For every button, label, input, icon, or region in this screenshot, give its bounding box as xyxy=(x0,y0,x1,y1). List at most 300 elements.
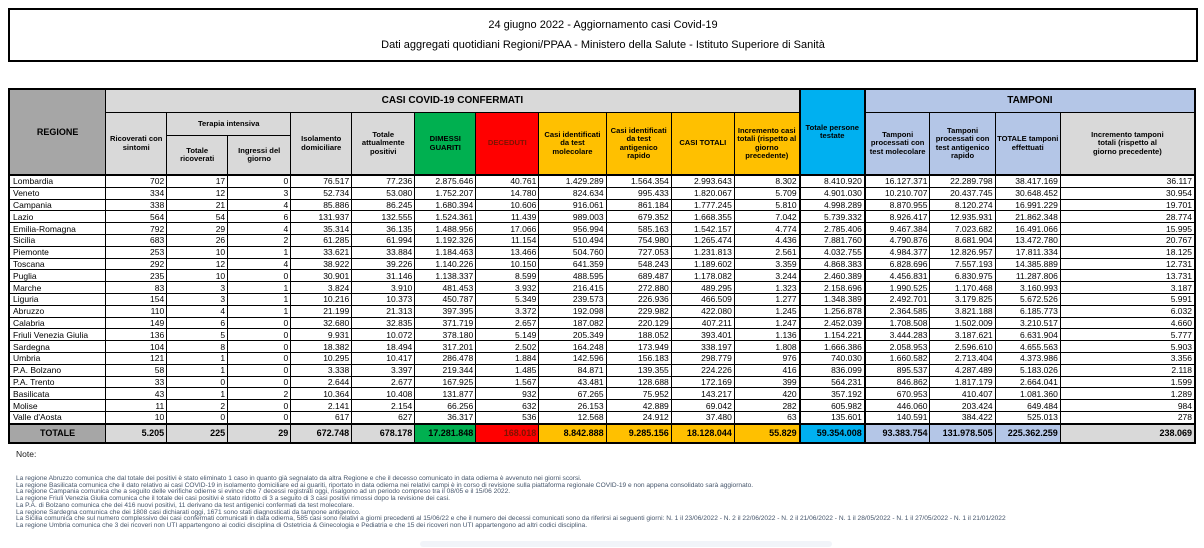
value-cell: 8 xyxy=(167,341,228,353)
value-cell: 28.774 xyxy=(1060,211,1195,223)
value-cell: 1.429.289 xyxy=(539,175,606,187)
value-cell: 8.681.904 xyxy=(930,234,995,246)
value-cell: 43.481 xyxy=(539,376,606,388)
covid-data-table xyxy=(8,88,1196,444)
note-line: La P.A. di Bolzano comunica che dei 416 nuovi positivi, 11 derivano da test antigenici confermati da test molecolare. xyxy=(16,501,355,509)
value-cell: 536 xyxy=(476,411,539,423)
value-cell: 11 xyxy=(106,400,167,412)
table-row xyxy=(9,341,1195,353)
value-cell: 1.485 xyxy=(476,364,539,376)
value-cell: 3.359 xyxy=(734,258,799,270)
value-cell: 1.184.463 xyxy=(415,246,476,258)
value-cell: 1.808 xyxy=(734,341,799,353)
value-cell: 1 xyxy=(228,282,291,294)
value-cell: 10.364 xyxy=(291,388,352,400)
value-cell: 1.256.878 xyxy=(800,305,865,317)
value-cell: 399 xyxy=(734,376,799,388)
value-cell: 224.226 xyxy=(671,364,734,376)
region-cell: Sardegna xyxy=(9,341,106,353)
header-casi-totali: CASI TOTALI xyxy=(671,113,734,176)
region-cell: Calabria xyxy=(9,317,106,329)
value-cell: 740.030 xyxy=(800,352,865,364)
value-cell: 6.185.773 xyxy=(995,305,1060,317)
value-cell: 17.066 xyxy=(476,223,539,235)
value-cell: 2.452.039 xyxy=(800,317,865,329)
value-cell: 7.557.193 xyxy=(930,258,995,270)
value-cell: 5.349 xyxy=(476,293,539,305)
value-cell: 4 xyxy=(228,223,291,235)
note-line: La regione Abruzzo comunica che dal totale dei positivi è stato eliminato 1 caso in quanto già segnalato da altra Regione e che il decesso comunicato in data odierna è avvenuto nei giorni scorsi. xyxy=(16,475,582,482)
value-cell: 1.081.360 xyxy=(995,388,1060,400)
value-cell: 384.422 xyxy=(930,411,995,423)
value-cell: 121 xyxy=(106,352,167,364)
value-cell: 3 xyxy=(167,282,228,294)
value-cell: 8.302 xyxy=(734,175,799,187)
value-cell: 292 xyxy=(106,258,167,270)
value-cell: 10.606 xyxy=(476,199,539,211)
value-cell: 754.980 xyxy=(606,234,671,246)
value-cell: 30.648.452 xyxy=(995,187,1060,199)
header-dimessi-guariti: DIMESSI GUARITI xyxy=(415,113,476,176)
value-cell: 2 xyxy=(167,400,228,412)
value-cell: 641.359 xyxy=(539,258,606,270)
value-cell: 1.189.602 xyxy=(671,258,734,270)
totals-value-cell: 225.362.259 xyxy=(995,424,1060,443)
value-cell: 30.901 xyxy=(291,270,352,282)
value-cell: 7.023.682 xyxy=(930,223,995,235)
title-box xyxy=(8,8,1198,62)
value-cell: 1.820.067 xyxy=(671,187,734,199)
value-cell: 83 xyxy=(106,282,167,294)
value-cell: 548.243 xyxy=(606,258,671,270)
value-cell: 76.517 xyxy=(291,175,352,187)
value-cell: 8.410.920 xyxy=(800,175,865,187)
value-cell: 188.052 xyxy=(606,329,671,341)
value-cell: 21.199 xyxy=(291,305,352,317)
value-cell: 5.709 xyxy=(734,187,799,199)
value-cell: 10.417 xyxy=(352,352,415,364)
value-cell: 164.248 xyxy=(539,341,606,353)
bulletin-subtitle: Dati aggregati quotidiani Regioni/PPAA - Ministero della Salute - Istituto Superiore di Sanità xyxy=(381,39,825,52)
value-cell: 22.289.798 xyxy=(930,175,995,187)
value-cell: 167.925 xyxy=(415,376,476,388)
value-cell: 1.817.179 xyxy=(930,376,995,388)
value-cell: 278 xyxy=(1060,411,1195,423)
value-cell: 14.780 xyxy=(476,187,539,199)
value-cell: 1.245 xyxy=(734,305,799,317)
value-cell: 792 xyxy=(106,223,167,235)
value-cell: 2.141 xyxy=(291,400,352,412)
value-cell: 253 xyxy=(106,246,167,258)
value-cell: 3.397 xyxy=(352,364,415,376)
value-cell: 75.952 xyxy=(606,388,671,400)
value-cell: 378.180 xyxy=(415,329,476,341)
value-cell: 1.564.354 xyxy=(606,175,671,187)
value-cell: 7.881.760 xyxy=(800,234,865,246)
value-cell: 5.183.026 xyxy=(995,364,1060,376)
value-cell: 2.785.406 xyxy=(800,223,865,235)
value-cell: 0 xyxy=(228,352,291,364)
value-cell: 585.163 xyxy=(606,223,671,235)
value-cell: 334 xyxy=(106,187,167,199)
value-cell: 956.994 xyxy=(539,223,606,235)
value-cell: 1.323 xyxy=(734,282,799,294)
value-cell: 4.287.489 xyxy=(930,364,995,376)
value-cell: 16.991.229 xyxy=(995,199,1060,211)
value-cell: 895.537 xyxy=(865,364,930,376)
value-cell: 69.042 xyxy=(671,400,734,412)
value-cell: 30.954 xyxy=(1060,187,1195,199)
value-cell: 14.385.889 xyxy=(995,258,1060,270)
header-tamponi-group: TAMPONI xyxy=(865,89,1195,113)
totals-value-cell: 238.069 xyxy=(1060,424,1195,443)
value-cell: 1 xyxy=(167,388,228,400)
value-cell: 466.509 xyxy=(671,293,734,305)
value-cell: 2.364.585 xyxy=(865,305,930,317)
value-cell: 1.708.508 xyxy=(865,317,930,329)
value-cell: 5.810 xyxy=(734,199,799,211)
value-cell: 0 xyxy=(228,270,291,282)
value-cell: 136 xyxy=(106,329,167,341)
value-cell: 149 xyxy=(106,317,167,329)
value-cell: 488.595 xyxy=(539,270,606,282)
value-cell: 5.149 xyxy=(476,329,539,341)
value-cell: 42.889 xyxy=(606,400,671,412)
value-cell: 1 xyxy=(167,364,228,376)
value-cell: 0 xyxy=(228,317,291,329)
header-regione: REGIONE xyxy=(9,89,106,175)
value-cell: 8.926.417 xyxy=(865,211,930,223)
value-cell: 173.949 xyxy=(606,341,671,353)
value-cell: 8.599 xyxy=(476,270,539,282)
value-cell: 357.192 xyxy=(800,388,865,400)
value-cell: 4.790.876 xyxy=(865,234,930,246)
value-cell: 205.349 xyxy=(539,329,606,341)
header-ti-ingressi: Ingressi del giorno xyxy=(228,136,291,176)
value-cell: 38.922 xyxy=(291,258,352,270)
value-cell: 286.478 xyxy=(415,352,476,364)
totals-label-cell: TOTALE xyxy=(9,424,106,443)
value-cell: 5.991 xyxy=(1060,293,1195,305)
value-cell: 5.903 xyxy=(1060,341,1195,353)
value-cell: 1.247 xyxy=(734,317,799,329)
region-cell: Molise xyxy=(9,400,106,412)
value-cell: 139.355 xyxy=(606,364,671,376)
value-cell: 4 xyxy=(167,305,228,317)
table-row xyxy=(9,211,1195,223)
value-cell: 3.824 xyxy=(291,282,352,294)
value-cell: 10 xyxy=(106,411,167,423)
value-cell: 272.880 xyxy=(606,282,671,294)
notes-list xyxy=(16,476,1196,530)
note-line: La Sicilia comunica che sul numero complessivo dei casi confermati comunicati in data odierna, 585 casi sono relativi a giorni precedenti al 15/06/22 e che il numero dei decessi comunicati sono da riferirsi ai seguenti giorni: N. 1 il 23/06/2022 - N. 2 il 22/06/2022 - N. 2 il 21/06/2022 - N. 1 il 28/05/2022 - N. 1 il 27/05/2022 - N. 1 il 21/01/2022 xyxy=(16,515,1006,523)
value-cell: 1.289 xyxy=(1060,388,1195,400)
region-cell: Veneto xyxy=(9,187,106,199)
value-cell: 5.777 xyxy=(1060,329,1195,341)
value-cell: 142.596 xyxy=(539,352,606,364)
table-row xyxy=(9,293,1195,305)
value-cell: 219.344 xyxy=(415,364,476,376)
value-cell: 2.657 xyxy=(476,317,539,329)
value-cell: 4.901.030 xyxy=(800,187,865,199)
value-cell: 4 xyxy=(228,199,291,211)
value-cell: 0 xyxy=(228,411,291,423)
value-cell: 3.821.188 xyxy=(930,305,995,317)
value-cell: 4.436 xyxy=(734,234,799,246)
value-cell: 2.677 xyxy=(352,376,415,388)
value-cell: 2.993.643 xyxy=(671,175,734,187)
value-cell: 2.664.041 xyxy=(995,376,1060,388)
value-cell: 1.154.221 xyxy=(800,329,865,341)
value-cell: 3 xyxy=(228,187,291,199)
value-cell: 13.731 xyxy=(1060,270,1195,282)
region-cell: Umbria xyxy=(9,352,106,364)
table-row xyxy=(9,175,1195,187)
value-cell: 397.395 xyxy=(415,305,476,317)
value-cell: 416 xyxy=(734,364,799,376)
value-cell: 187.082 xyxy=(539,317,606,329)
value-cell: 54 xyxy=(167,211,228,223)
value-cell: 6.830.975 xyxy=(930,270,995,282)
value-cell: 143.217 xyxy=(671,388,734,400)
value-cell: 18.382 xyxy=(291,341,352,353)
notes-section xyxy=(16,449,1196,530)
value-cell: 2.713.404 xyxy=(930,352,995,364)
value-cell: 989.003 xyxy=(539,211,606,223)
header-terapia-intensiva-group: Terapia intensiva xyxy=(167,113,291,136)
bulletin-title: 24 giugno 2022 - Aggiornamento casi Covid-19 xyxy=(488,18,718,31)
value-cell: 422.080 xyxy=(671,305,734,317)
value-cell: 31.146 xyxy=(352,270,415,282)
note-line: La regione Basilicata comunica che il dato relativo ai casi COVID-19 in isolamento domiciliare ed ai guariti, riportato in data odierna nei relativi campi è in corso di revisione sulla piattaforma regionale COVID-19 e non appena consolidato sarà aggiornato. xyxy=(16,481,754,489)
value-cell: 1.524.361 xyxy=(415,211,476,223)
value-cell: 8.870.955 xyxy=(865,199,930,211)
value-cell: 140.591 xyxy=(865,411,930,423)
header-tamponi-antigenico: Tamponi processati con test antigenico rapido xyxy=(930,113,995,176)
value-cell: 36.135 xyxy=(352,223,415,235)
table-row xyxy=(9,352,1195,364)
value-cell: 17 xyxy=(167,175,228,187)
value-cell: 11.439 xyxy=(476,211,539,223)
header-persone-testate: Totale persone testate xyxy=(800,89,865,175)
value-cell: 504.760 xyxy=(539,246,606,258)
value-cell: 172.169 xyxy=(671,376,734,388)
value-cell: 1.178.082 xyxy=(671,270,734,282)
value-cell: 1.192.326 xyxy=(415,234,476,246)
value-cell: 1.567 xyxy=(476,376,539,388)
value-cell: 86.245 xyxy=(352,199,415,211)
value-cell: 2.502 xyxy=(476,341,539,353)
value-cell: 18.125 xyxy=(1060,246,1195,258)
value-cell: 0 xyxy=(167,376,228,388)
value-cell: 3.160.993 xyxy=(995,282,1060,294)
value-cell: 192.098 xyxy=(539,305,606,317)
value-cell: 3 xyxy=(167,293,228,305)
value-cell: 3.372 xyxy=(476,305,539,317)
table-row xyxy=(9,223,1195,235)
value-cell: 10.408 xyxy=(352,388,415,400)
value-cell: 52.734 xyxy=(291,187,352,199)
note-line: La regione Campania comunica che a seguito delle verifiche odierne si evince che 7 decessi registrati oggi, risalgono ad un periodo compreso tra il 08/05 e il 15/06 2022. xyxy=(16,488,511,496)
table-body xyxy=(9,175,1195,443)
value-cell: 63 xyxy=(734,411,799,423)
value-cell: 564 xyxy=(106,211,167,223)
totals-value-cell: 678.178 xyxy=(352,424,415,443)
value-cell: 689.487 xyxy=(606,270,671,282)
value-cell: 84.871 xyxy=(539,364,606,376)
value-cell: 1.140.226 xyxy=(415,258,476,270)
value-cell: 35.314 xyxy=(291,223,352,235)
value-cell: 229.982 xyxy=(606,305,671,317)
value-cell: 1.680.394 xyxy=(415,199,476,211)
value-cell: 2.644 xyxy=(291,376,352,388)
value-cell: 10.072 xyxy=(352,329,415,341)
value-cell: 40.761 xyxy=(476,175,539,187)
region-cell: Sicilia xyxy=(9,234,106,246)
value-cell: 5.739.332 xyxy=(800,211,865,223)
value-cell: 1.277 xyxy=(734,293,799,305)
value-cell: 727.053 xyxy=(606,246,671,258)
value-cell: 12.826.957 xyxy=(930,246,995,258)
value-cell: 446.060 xyxy=(865,400,930,412)
value-cell: 3.338 xyxy=(291,364,352,376)
value-cell: 10.373 xyxy=(352,293,415,305)
value-cell: 683 xyxy=(106,234,167,246)
header-incremento-tamponi: Incremento tamponi totali (rispetto al giorno precedente) xyxy=(1060,113,1195,176)
value-cell: 203.424 xyxy=(930,400,995,412)
notes-title: Note: xyxy=(16,449,37,459)
value-cell: 38.417.169 xyxy=(995,175,1060,187)
totals-value-cell: 59.354.008 xyxy=(800,424,865,443)
table-row xyxy=(9,411,1195,423)
value-cell: 481.453 xyxy=(415,282,476,294)
value-cell: 239.573 xyxy=(539,293,606,305)
value-cell: 6.631.904 xyxy=(995,329,1060,341)
value-cell: 10.216 xyxy=(291,293,352,305)
region-cell: P.A. Bolzano xyxy=(9,364,106,376)
region-cell: Friuli Venezia Giulia xyxy=(9,329,106,341)
value-cell: 1.660.582 xyxy=(865,352,930,364)
value-cell: 220.129 xyxy=(606,317,671,329)
table-row xyxy=(9,376,1195,388)
value-cell: 0 xyxy=(167,411,228,423)
value-cell: 3.187.621 xyxy=(930,329,995,341)
value-cell: 2.875.646 xyxy=(415,175,476,187)
value-cell: 6.032 xyxy=(1060,305,1195,317)
value-cell: 21.313 xyxy=(352,305,415,317)
value-cell: 5 xyxy=(167,329,228,341)
value-cell: 420 xyxy=(734,388,799,400)
value-cell: 2 xyxy=(228,388,291,400)
value-cell: 5.672.526 xyxy=(995,293,1060,305)
value-cell: 2.561 xyxy=(734,246,799,258)
value-cell: 156.183 xyxy=(606,352,671,364)
value-cell: 53.080 xyxy=(352,187,415,199)
value-cell: 2.118 xyxy=(1060,364,1195,376)
value-cell: 605.982 xyxy=(800,400,865,412)
value-cell: 1.231.813 xyxy=(671,246,734,258)
value-cell: 1 xyxy=(167,352,228,364)
note-line: La regione Friuli Venezia Giulia comunica che il totale dei casi positivi è stato ridotto di 3 a seguito di 3 casi positivi rimossi dopo la revisione dei casi. xyxy=(16,495,450,503)
region-cell: Campania xyxy=(9,199,106,211)
region-cell: Abruzzo xyxy=(9,305,106,317)
region-cell: P.A. Trento xyxy=(9,376,106,388)
totals-value-cell: 9.285.156 xyxy=(606,424,671,443)
totals-value-cell: 8.842.888 xyxy=(539,424,606,443)
value-cell: 13.472.780 xyxy=(995,234,1060,246)
value-cell: 4.373.986 xyxy=(995,352,1060,364)
value-cell: 43 xyxy=(106,388,167,400)
value-cell: 132.555 xyxy=(352,211,415,223)
value-cell: 976 xyxy=(734,352,799,364)
value-cell: 10.295 xyxy=(291,352,352,364)
region-cell: Lombardia xyxy=(9,175,106,187)
table-row xyxy=(9,364,1195,376)
header-ricoverati: Ricoverati con sintomi xyxy=(106,113,167,176)
totals-value-cell: 225 xyxy=(167,424,228,443)
table-row xyxy=(9,234,1195,246)
value-cell: 18.494 xyxy=(352,341,415,353)
value-cell: 77.236 xyxy=(352,175,415,187)
header-ti-totale: Totale ricoverati xyxy=(167,136,228,176)
value-cell: 235 xyxy=(106,270,167,282)
totals-value-cell: 5.205 xyxy=(106,424,167,443)
totals-value-cell: 17.281.848 xyxy=(415,424,476,443)
value-cell: 298.779 xyxy=(671,352,734,364)
value-cell: 15.995 xyxy=(1060,223,1195,235)
value-cell: 670.953 xyxy=(865,388,930,400)
value-cell: 1.138.337 xyxy=(415,270,476,282)
value-cell: 3.187 xyxy=(1060,282,1195,294)
value-cell: 1 xyxy=(228,293,291,305)
value-cell: 33.884 xyxy=(352,246,415,258)
value-cell: 36.317 xyxy=(415,411,476,423)
table-row xyxy=(9,317,1195,329)
value-cell: 1.136 xyxy=(734,329,799,341)
value-cell: 2.058.953 xyxy=(865,341,930,353)
table-row xyxy=(9,246,1195,258)
value-cell: 836.099 xyxy=(800,364,865,376)
value-cell: 4.774 xyxy=(734,223,799,235)
value-cell: 1.990.525 xyxy=(865,282,930,294)
value-cell: 564.231 xyxy=(800,376,865,388)
value-cell: 11.154 xyxy=(476,234,539,246)
bottom-artifact-bar xyxy=(420,541,832,547)
value-cell: 24.912 xyxy=(606,411,671,423)
value-cell: 7.042 xyxy=(734,211,799,223)
value-cell: 846.862 xyxy=(865,376,930,388)
value-cell: 489.295 xyxy=(671,282,734,294)
value-cell: 11.287.806 xyxy=(995,270,1060,282)
value-cell: 1.752.207 xyxy=(415,187,476,199)
region-cell: Valle d'Aosta xyxy=(9,411,106,423)
value-cell: 407.211 xyxy=(671,317,734,329)
value-cell: 4.456.831 xyxy=(865,270,930,282)
value-cell: 6 xyxy=(167,317,228,329)
value-cell: 37.480 xyxy=(671,411,734,423)
value-cell: 39.226 xyxy=(352,258,415,270)
note-line: La regione Sardegna comunica che dei 1808 casi dichiarati oggi, 1671 sono stati diagnosticati da tampone antigenico. xyxy=(16,508,361,516)
region-cell: Marche xyxy=(9,282,106,294)
value-cell: 12.568 xyxy=(539,411,606,423)
value-cell: 1.348.389 xyxy=(800,293,865,305)
value-cell: 410.407 xyxy=(930,388,995,400)
value-cell: 4.655.563 xyxy=(995,341,1060,353)
value-cell: 916.061 xyxy=(539,199,606,211)
value-cell: 510.494 xyxy=(539,234,606,246)
header-casi-confermati-group: CASI COVID-19 CONFERMATI xyxy=(106,89,800,113)
value-cell: 1.265.474 xyxy=(671,234,734,246)
